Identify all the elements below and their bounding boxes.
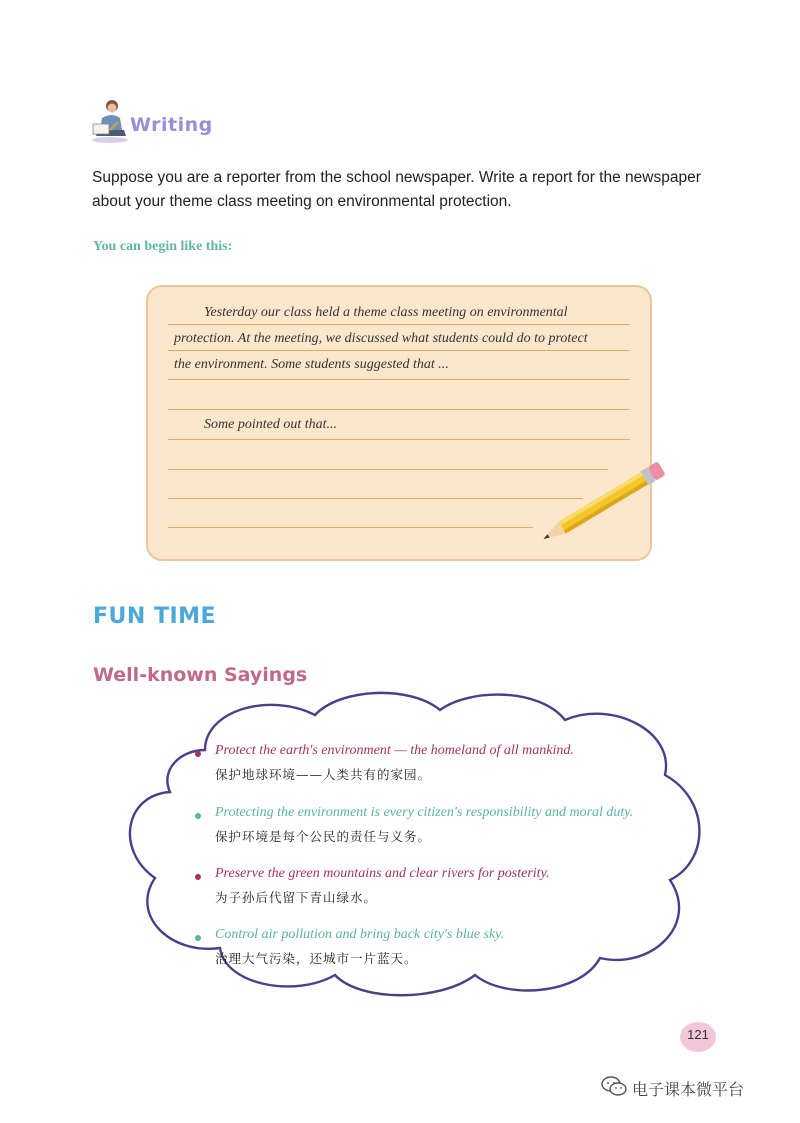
writing-title: Writing	[130, 114, 213, 136]
bullet-icon	[195, 935, 201, 941]
saying-en: Protecting the environment is every citizen's responsibility and moral duty.	[215, 805, 634, 820]
saying-zh: 治理大气污染，还城市一片蓝天。	[215, 951, 418, 966]
notepad-line-3: the environment. Some students suggested that ...	[174, 357, 449, 372]
saying-zh: 为子孙后代留下青山绿水。	[215, 890, 378, 905]
saying-en: Protect the earth's environment — the homeland of all mankind.	[215, 743, 574, 758]
watermark-text: 电子课本微平台	[632, 1080, 745, 1099]
saying-zh: 保护地球环境——人类共有的家园。	[215, 767, 432, 782]
writing-prompt: Suppose you are a reporter from the school newspaper. Write a report for the newspaper about your theme class meeting on environmental protection.	[92, 169, 701, 210]
notepad-rule	[168, 409, 630, 410]
notepad-rule	[168, 439, 630, 440]
bullet-icon	[195, 751, 201, 757]
bullet-icon	[195, 874, 201, 880]
notepad-rule	[168, 324, 630, 325]
page-number: 121	[687, 1027, 709, 1042]
begin-label: You can begin like this:	[93, 239, 233, 254]
sayings-title: Well-known Sayings	[93, 664, 308, 686]
notepad-line-2: protection. At the meeting, we discussed what students could do to protect	[174, 331, 588, 346]
student-writing-icon	[88, 96, 132, 144]
notepad-line-1: Yesterday our class held a theme class meeting on environmental	[204, 305, 568, 320]
saying-zh: 保护环境是每个公民的责任与义务。	[215, 829, 432, 844]
notepad-line-4: Some pointed out that...	[204, 417, 337, 432]
fun-time-title: FUN TIME	[93, 604, 217, 629]
saying-en: Control air pollution and bring back city's blue sky.	[215, 927, 505, 942]
bullet-icon	[195, 813, 201, 819]
notepad-rule	[168, 350, 630, 351]
pencil-icon	[520, 460, 680, 550]
wechat-icon	[600, 1075, 628, 1097]
notepad-rule	[168, 379, 630, 380]
notepad-rule	[168, 527, 533, 528]
saying-en: Preserve the green mountains and clear rivers for posterity.	[215, 866, 550, 881]
